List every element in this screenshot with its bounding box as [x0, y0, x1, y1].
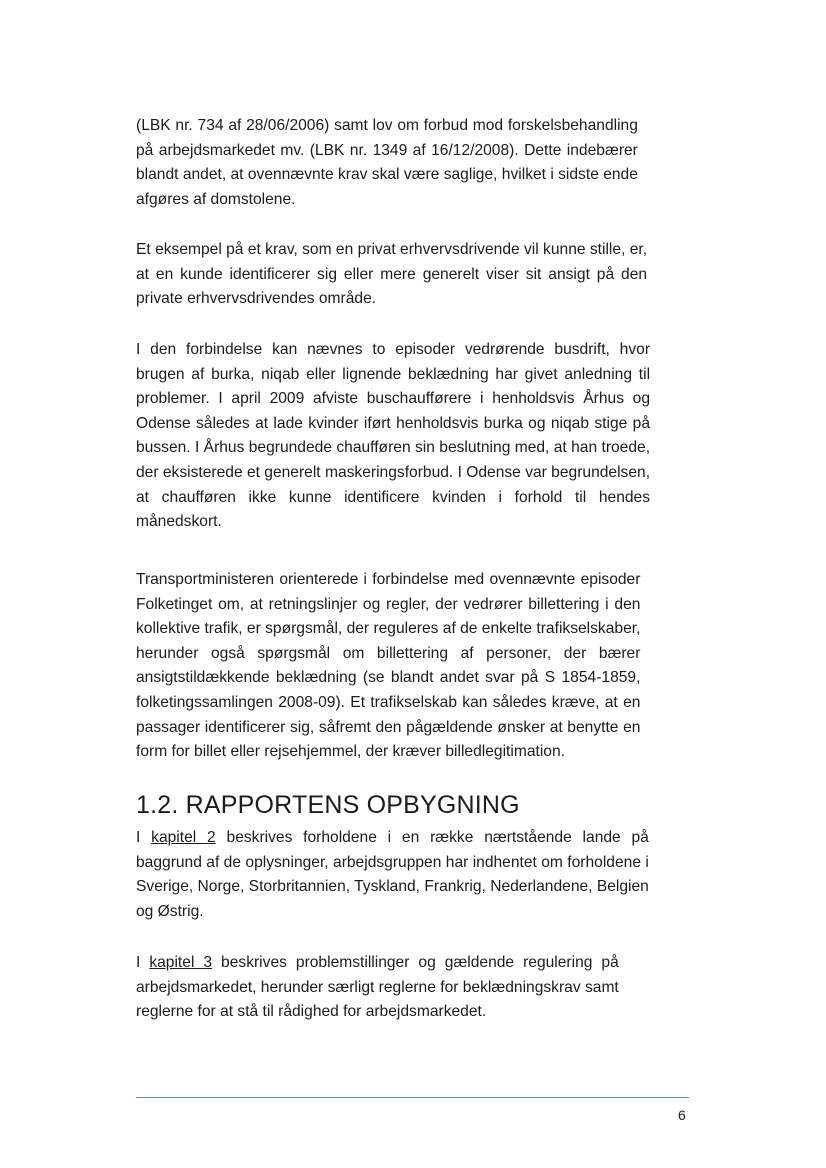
- text-line: månedskort.: [136, 513, 222, 531]
- page-number: 6: [678, 1107, 686, 1123]
- text-line: at en kunde identificerer sig eller mere generelt viser sit ansigt på den: [136, 265, 648, 283]
- text-line: herunder også spørgsmål om billettering af personer, der bærer: [136, 644, 641, 662]
- text-line: kollektive trafik, er spørgsmål, der reguleres af de enkelte trafikselskaber,: [136, 620, 641, 638]
- prefix-text: I: [136, 829, 141, 846]
- text-line: reglerne for at stå til rådighed for arbejdsmarkedet.: [136, 1003, 487, 1021]
- text-line: bussen. I Århus begrundede chaufføren sin beslutning med, at han troede,: [136, 439, 651, 457]
- text-line: Odense således at lade kvinder iført henholdsvis burka og niqab stige på: [136, 414, 651, 432]
- paragraph-lbk-reference: [136, 114, 638, 212]
- text-line: Folketinget om, at retningslinjer og regler, der vedrører billettering i den: [136, 595, 641, 613]
- text-line: problemer. I april 2009 afviste buschaufførere i henholdsvis Århus og: [136, 390, 651, 408]
- paragraph-example: [136, 238, 647, 312]
- text-line: I den forbindelse kan nævnes to episoder vedrørende busdrift, hvor: [136, 341, 651, 358]
- line-rest: beskrives problemstillinger og gældende regulering på: [221, 954, 619, 971]
- text-line: afgøres af domstolene.: [136, 190, 296, 208]
- text-line: private erhvervsdrivendes område.: [136, 290, 377, 308]
- paragraph-transport-minister: [136, 568, 640, 765]
- text-line: [136, 951, 619, 976]
- footer-rule: [136, 1097, 689, 1098]
- line-rest: beskrives forholdene i en række nærtstående lande på: [226, 829, 649, 846]
- paragraph-chapter-3: [136, 951, 619, 1025]
- text-line: baggrund af de oplysninger, arbejdsgruppen har indhentet om forholdene i: [136, 853, 649, 871]
- paragraph-bus-episodes: [136, 338, 650, 535]
- prefix-text: I: [136, 954, 141, 971]
- text-line: Transportministeren orienterede i forbindelse med ovennævnte episoder: [136, 571, 641, 588]
- text-line: der eksisterede et generelt maskeringsforbud. I Odense var begrundelsen,: [136, 463, 651, 481]
- text-line: blandt andet, at ovennævnte krav skal være saglige, hvilket i sidste ende: [136, 166, 638, 184]
- chapter-2-link[interactable]: kapitel 2: [151, 829, 216, 846]
- text-line: passager identificerer sig, såfremt den pågældende ønsker at benytte en: [136, 718, 641, 736]
- chapter-3-link[interactable]: kapitel 3: [149, 954, 213, 971]
- text-line: folketingssamlingen 2008-09). Et trafikselskab kan således kræve, at en: [136, 693, 641, 711]
- text-line: på arbejdsmarkedet mv. (LBK nr. 1349 af 16/12/2008). Dette indebærer: [136, 141, 638, 159]
- text-line: brugen af burka, niqab eller lignende beklædning har givet anledning til: [136, 365, 651, 383]
- section-heading: 1.2. RAPPORTENS OPBYGNING: [136, 791, 520, 819]
- text-line: og Østrig.: [136, 902, 204, 920]
- text-line: Et eksempel på et krav, som en privat erhvervsdrivende vil kunne stille, er,: [136, 241, 648, 258]
- text-line: arbejdsmarkedet, herunder særligt reglerne for beklædningskrav samt: [136, 978, 619, 996]
- text-line: (LBK nr. 734 af 28/06/2006) samt lov om forbud mod forskelsbehandling: [136, 117, 638, 134]
- text-line: [136, 826, 649, 851]
- text-line: ansigtstildækkende beklædning (se blandt andet svar på S 1854-1859,: [136, 669, 641, 687]
- text-line: at chaufføren ikke kunne identificere kvinden i forhold til hendes: [136, 488, 651, 506]
- paragraph-chapter-2: [136, 826, 649, 924]
- text-line: form for billet eller rejsehjemmel, der kræver billedlegitimation.: [136, 743, 565, 761]
- text-line: Sverige, Norge, Storbritannien, Tyskland, Frankrig, Nederlandene, Belgien: [136, 878, 649, 896]
